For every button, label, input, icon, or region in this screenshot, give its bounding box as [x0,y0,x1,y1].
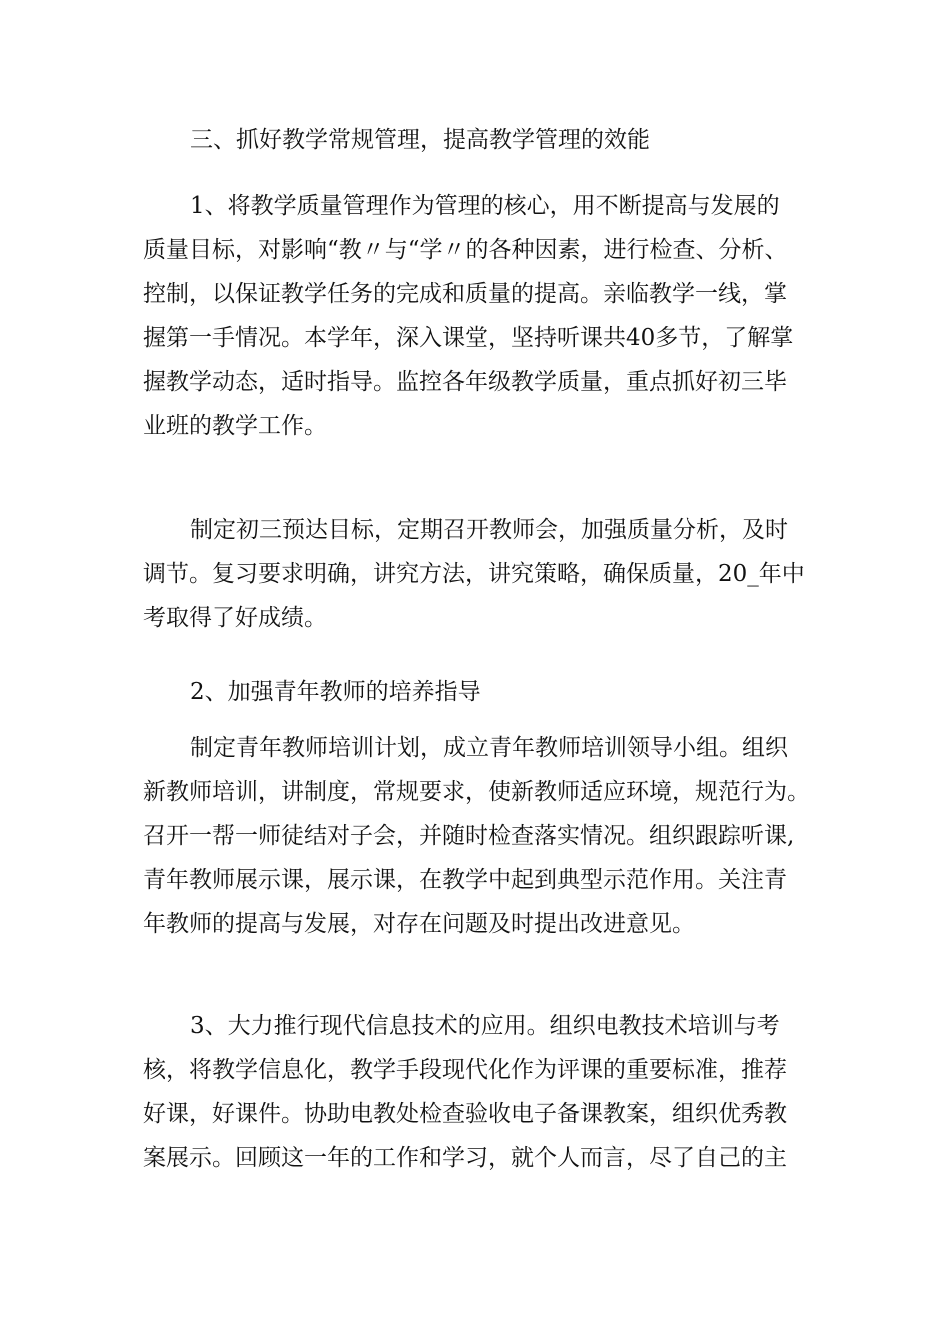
paragraph-line: 调节。复习要求明确，讲究方法，讲究策略，确保质量，20_年中 [143,561,805,587]
subheading-young-teachers: 2、加强青年教师的培养指导 [190,679,481,705]
paragraph-line: 业班的教学工作。 [143,413,327,439]
paragraph-line: 握教学动态，适时指导。监控各年级教学质量，重点抓好初三毕 [143,369,787,395]
paragraph-line: 青年教师展示课，展示课，在教学中起到典型示范作用。关注青 [143,867,787,893]
section-heading: 三、抓好教学常规管理，提高教学管理的效能 [190,127,650,153]
paragraph-line: 新教师培训，讲制度，常规要求，使新教师适应环境，规范行为。 [143,779,810,805]
paragraph-line: 好课，好课件。协助电教处检查验收电子备课教案，组织优秀教 [143,1101,787,1127]
paragraph-quality-management [143,184,803,448]
paragraph-line: 年教师的提高与发展，对存在问题及时提出改进意见。 [143,911,695,937]
paragraph-line: 质量目标，对影响“教〃与“学〃的各种因素，进行检查、分析、 [143,237,788,263]
paragraph-line: 握第一手情况。本学年，深入课堂，坚持听课共40多节，了解掌 [143,325,794,351]
paragraph-line: 核，将教学信息化，教学手段现代化作为评课的重要标准，推荐 [143,1057,787,1083]
paragraph-line: 考取得了好成绩。 [143,605,327,631]
paragraph-information-technology [143,1004,803,1180]
paragraph-exam-targets [143,508,803,640]
paragraph-line: 制定初三预达目标，定期召开教师会，加强质量分析，及时 [190,517,788,543]
paragraph-line: 控制，以保证教学任务的完成和质量的提高。亲临教学一线，掌 [143,281,787,307]
paragraph-line: 1、将教学质量管理作为管理的核心，用不断提高与发展的 [190,193,780,219]
paragraph-line: 制定青年教师培训计划，成立青年教师培训领导小组。组织 [190,735,788,761]
paragraph-line: 召开一帮一师徒结对子会，并随时检查落实情况。组织跟踪听课, [143,823,795,849]
paragraph-line: 案展示。回顾这一年的工作和学习，就个人而言，尽了自己的主 [143,1145,787,1171]
paragraph-teacher-training [143,726,810,946]
paragraph-line: 3、大力推行现代信息技术的应用。组织电教技术培训与考 [190,1013,780,1039]
